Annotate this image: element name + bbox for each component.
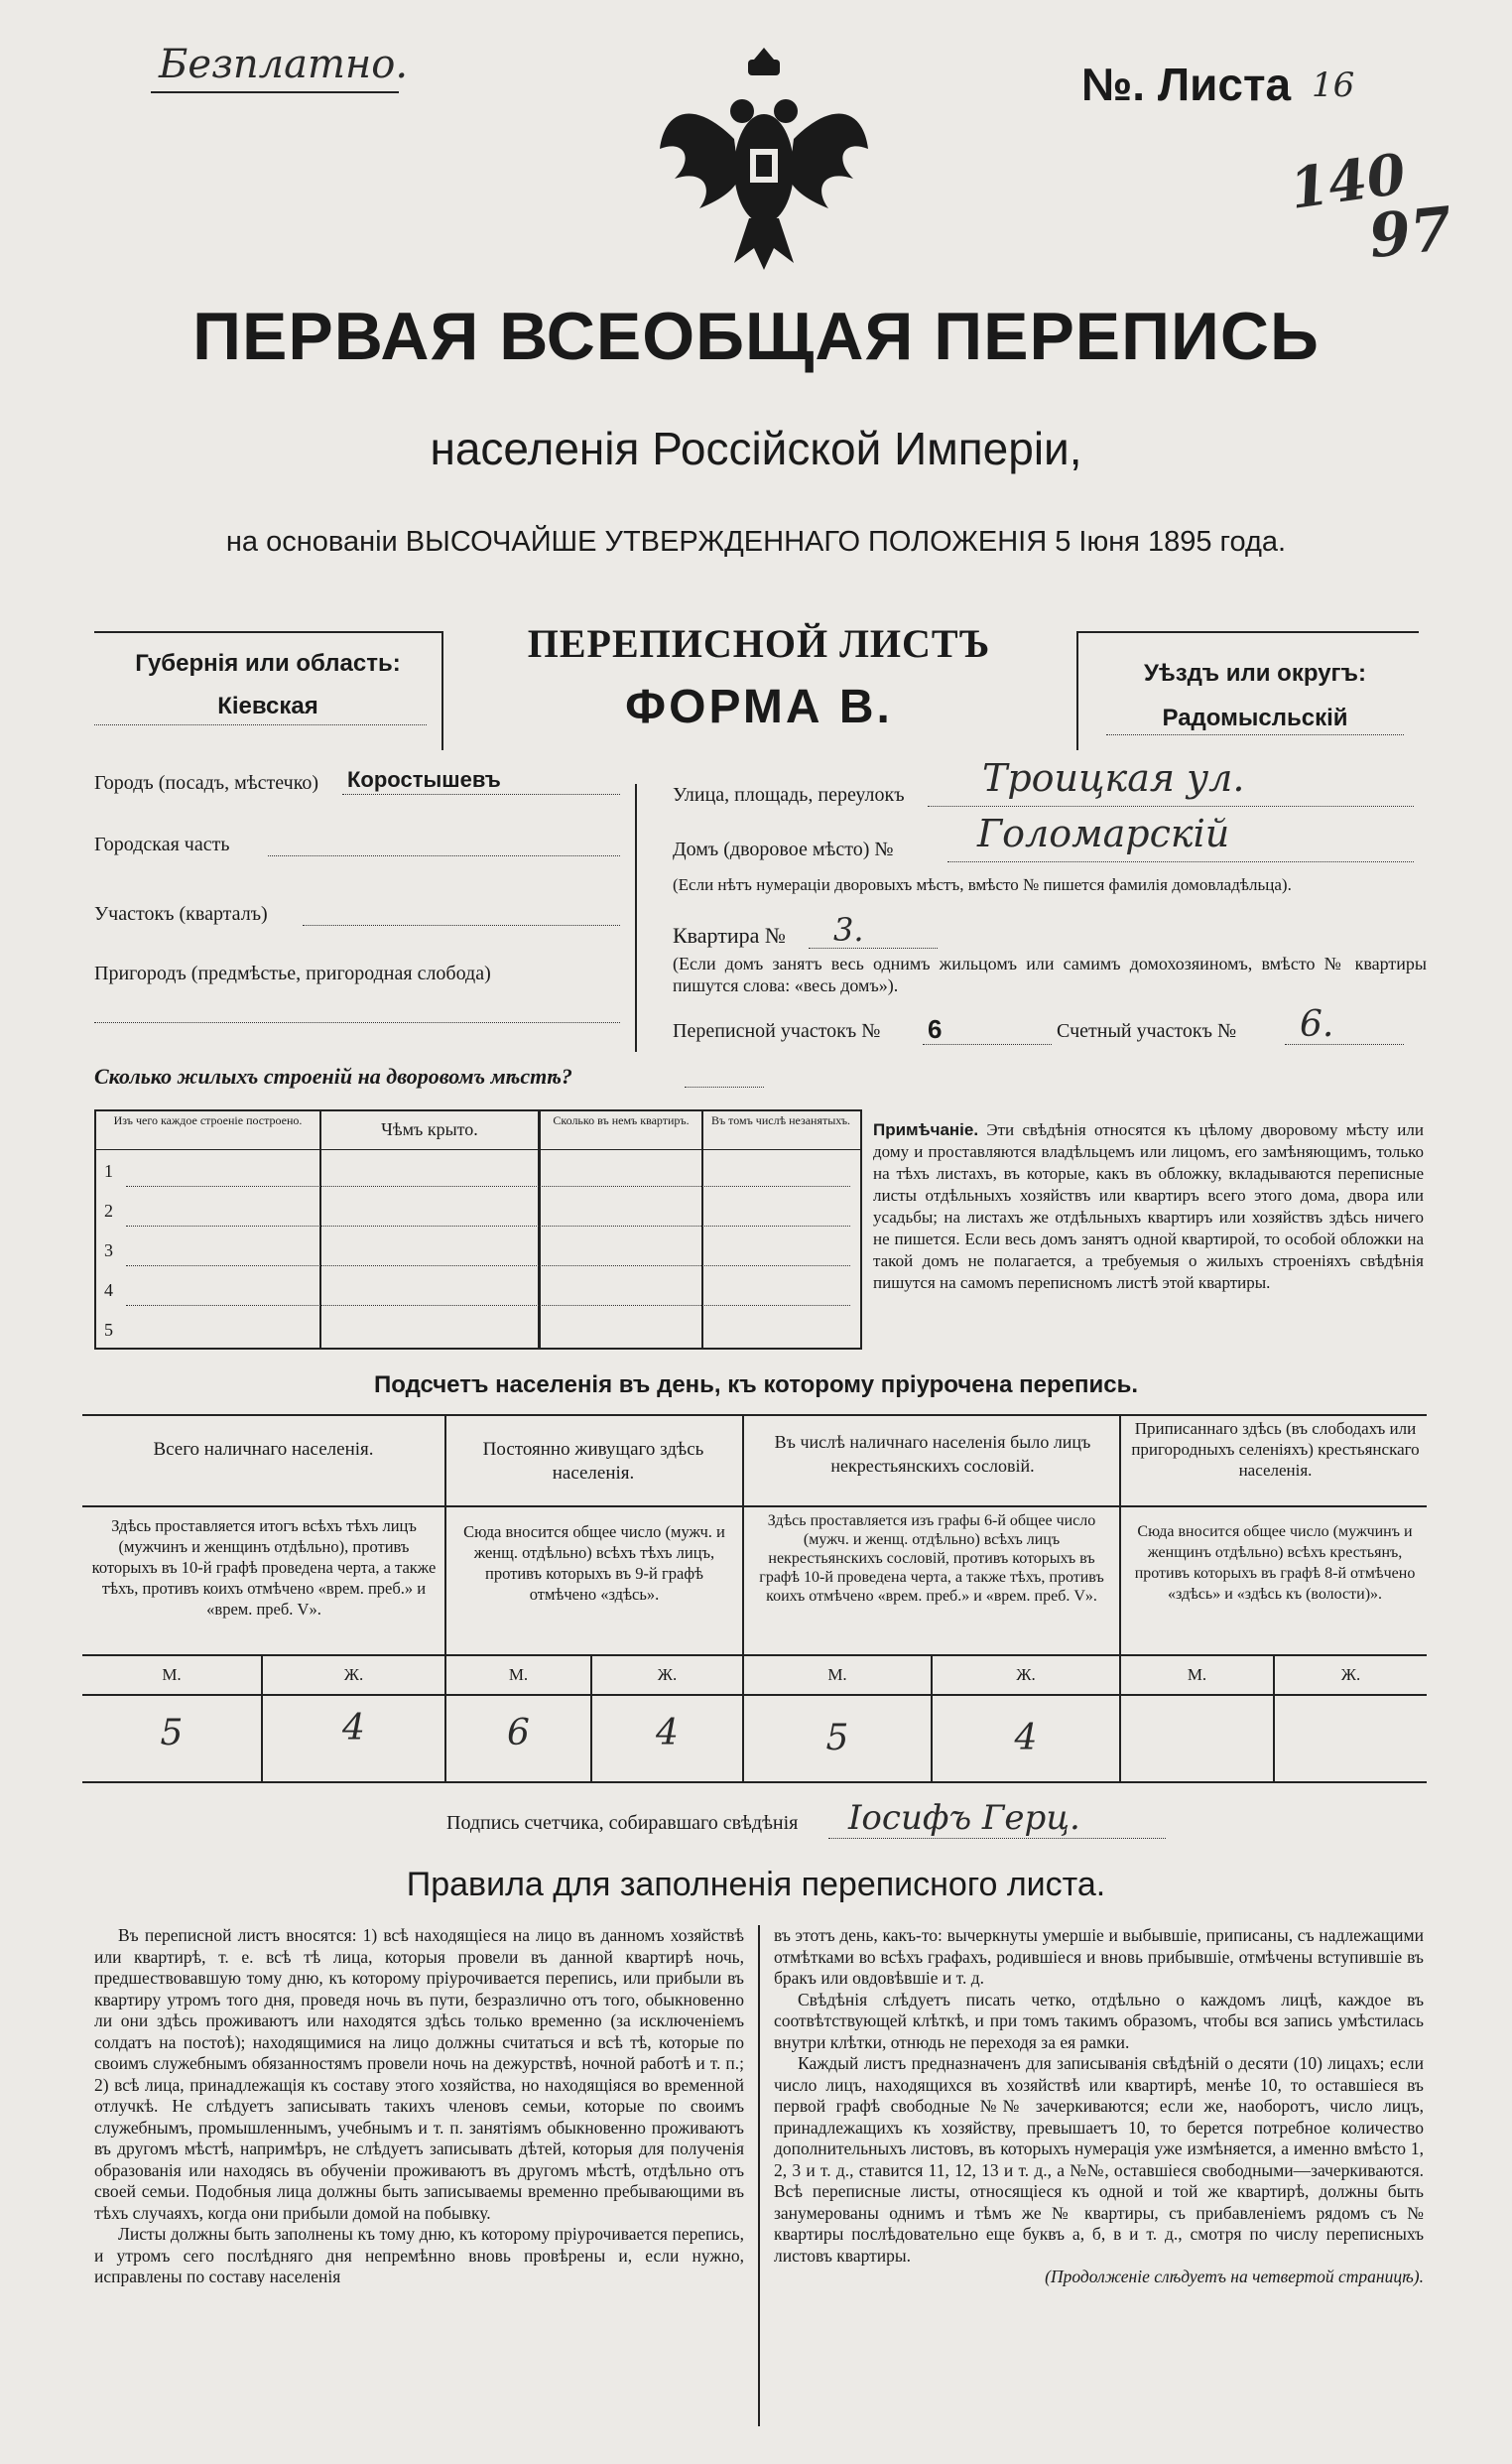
pop-group-head: Постоянно живущаго здѣсь населенія. [482, 1439, 704, 1484]
rules-paragraph: Свѣдѣнія слѣдуетъ писать четко, отдѣльно о каждомъ лицѣ, каждое въ соотвѣтствующей клѣткѣ, и при томъ такимъ образомъ, чтобы вся запись умѣстилась внутри клѣтки, отнюдь не переходя за ея рамки. [774, 1989, 1424, 2052]
pop-group-desc: Сюда вносится общее число (мужчинъ и женщинъ отдѣльно) всѣхъ крестьянъ, противъ которыхъ въ графѣ 8-й отмѣчено «здѣсь» и «здѣсь къ (волости)». [1134, 1523, 1416, 1603]
count-area-label: Счетный участокъ № [1057, 1020, 1237, 1042]
uezd-label: Уѣздъ или округъ: [1143, 660, 1367, 687]
free-underline [151, 91, 399, 93]
box-top-right [1076, 631, 1419, 633]
uezd-value: Радомысльскій [1162, 705, 1348, 731]
pop-group-head: Всего наличнаго населенія. [153, 1439, 374, 1460]
rules-title: Правила для заполненія переписного листа. [406, 1866, 1106, 1903]
census-area-value: 6 [928, 1014, 943, 1044]
house-value: Голомарскій [977, 812, 1230, 855]
district-line [303, 925, 620, 926]
uezd-line [1106, 734, 1404, 735]
rules-continued: (Продолженіе слѣдуетъ на четвертой страницѣ). [1045, 2267, 1424, 2286]
signature-label: Подпись счетчика, собиравшаго свѣдѣнія [446, 1812, 799, 1834]
male-label: М. [827, 1665, 847, 1684]
rules-paragraph: Листы должны быть заполнены къ тому дню, къ которому пріурочивается перепись, и утромъ сего послѣдняго дня непремѣнно вновь провѣрены и, если нужно, исправлены по составу населенія [94, 2224, 744, 2286]
form-name: ФОРМА В. [625, 681, 893, 733]
pop-group-head: Въ числѣ наличнаго населенія было лицъ некрестьянскихъ сословій. [774, 1432, 1091, 1476]
buildings-col-material: Изъ чего каждое строеніе построено. [113, 1113, 303, 1127]
pop-total-male: 5 [160, 1713, 184, 1753]
district-label: Участокъ (кварталъ) [94, 903, 268, 925]
male-label: М. [1187, 1665, 1207, 1684]
handwritten-number-1: 140 [1285, 141, 1410, 222]
census-subtitle: населенія Россійской Имперіи, [430, 423, 1082, 474]
pop-group-desc: Здѣсь проставляется изъ графы 6-й общее число (мужч. и женщ. отдѣльно) всѣхъ лицъ некрестьянскихъ сословій, противъ которыхъ въ графѣ 10-й проведена черта, а также тѣхъ, противъ коихъ отмѣчено «врем. преб.» и «врем. преб. V». [759, 1512, 1104, 1605]
street-line [928, 806, 1414, 807]
box-top-left [94, 631, 441, 633]
pop-group-head: Приписаннаго здѣсь (въ слободахъ или пригородныхъ селеніяхъ) крестьянскаго населенія. [1131, 1419, 1420, 1480]
census-title: ПЕРВАЯ ВСЕОБЩАЯ ПЕРЕПИСЬ [192, 299, 1320, 374]
gubernia-value: Кіевская [217, 693, 318, 719]
count-area-line [1285, 1044, 1404, 1045]
buildings-col-roof: Чѣмъ крыто. [381, 1119, 478, 1139]
suburb-line [94, 1022, 620, 1023]
female-label: Ж. [657, 1665, 678, 1684]
pop-permanent-female: 4 [656, 1713, 679, 1753]
buildings-row-number: 3 [104, 1240, 113, 1260]
street-label: Улица, площадь, переулокъ [673, 784, 905, 806]
census-area-label: Переписной участокъ № [673, 1020, 881, 1042]
rules-paragraph: Каждый листъ предназначенъ для записыванія свѣдѣній о десяти (10) лицахъ; если число лицъ, находящихся въ хозяйствѣ или квартирѣ, менѣе 10, то оставшіеся въ первой графѣ свободные №№ зачеркиваются; если же, наоборотъ, число лицъ, принадлежащихъ къ хозяйству, превышаетъ 10, то берется потребное количество дополнительныхъ листовъ, въ которыхъ нумерація уже измѣняется, а именно вмѣсто 1, 2, 3 и т. д., ставится 11, 12, 13 и т. д., а №№, оставшіеся свободными—зачеркиваются. Всѣ переписные листы, относящіеся къ одной и той же квартирѣ, должны быть занумерованы однимъ и тѣмъ же № квартиры, съ прибавленіемъ рядомъ съ № квартиры послѣдовательно еще буквъ а, б, в и т. д., смотря по числу переписныхъ листовъ квартиры. [774, 2053, 1424, 2266]
rules-paragraph: Въ переписной листъ вносятся: 1) всѣ находящіеся на лицо въ данномъ хозяйствѣ или квартирѣ, т. е. всѣ тѣ лица, которыя провели въ данной квартирѣ ночь, предшествовавшую тому дню, къ которому пріурочивается перепись, или прибыли въ квартиру утромъ того дня, проведя ночь въ пути, безразлично отъ того, обыкновенно ли они здѣсь проживаютъ или находятся здѣсь только временно (за исключеніемъ солдатъ на постоѣ); находящимися на лицо должны считаться и всѣ тѣ, которые по своимъ служебнымъ обязанностямъ провели ночь на дежурствѣ, ночной работѣ и т. п.; 2) всѣ лица, принадлежащія къ составу этого хозяйства, но находящіяся во временной отлучкѣ. Не слѣдуетъ записывать такихъ членовъ семьи, которые по своимъ служебнымъ, промышленнымъ, учебнымъ и т. п. занятіямъ обыкновенно проживаютъ въ другомъ мѣстѣ, напримѣръ, не слѣдуетъ записывать дѣтей, которыя для полученія образованія или находясь въ обученіи проживаютъ въ другомъ мѣстѣ, отдѣльно отъ своей семьи. Подобныя лица должны быть записываемы временно пребывающими въ тѣхъ случаяхъ, когда они прибыли домой на побывку. [94, 1925, 744, 2223]
buildings-col-apartments: Сколько въ немъ квартиръ. [553, 1113, 690, 1127]
city-part-label: Городская часть [94, 834, 230, 855]
buildings-note-text: Эти свѣдѣнія относятся къ цѣлому дворовому мѣсту или дому и проставляются владѣльцемъ или лицомъ, его замѣняющимъ, только на тѣхъ листахъ, въ которые, какъ въ обложку, вкладываются переписные листы отдѣльныхъ хозяйствъ или квартиръ всего этого дома, двора или усадьбы; на листахъ же отдѣльныхъ квартиръ или хозяйствъ здѣсь ничего не пишется. Если весь домъ занятъ одной квартирой, то особой обложки на такой домъ не полагается, а требуемыя о жилыхъ строеніяхъ свѣдѣнія пишутся на самомъ переписномъ листѣ этой квартиры. [873, 1120, 1424, 1292]
gubernia-line [94, 724, 427, 725]
buildings-row-number: 2 [104, 1201, 113, 1221]
buildings-question: Сколько жилыхъ строеній на дворовомъ мѣстѣ? [94, 1064, 572, 1089]
table-row [126, 1305, 850, 1306]
female-label: Ж. [1340, 1665, 1361, 1684]
pop-permanent-male: 6 [507, 1713, 530, 1753]
house-label: Домъ (дворовое мѣсто) № [673, 839, 894, 860]
form-title: ПЕРЕПИСНОЙ ЛИСТЪ [527, 621, 991, 666]
pop-total-female: 4 [342, 1708, 365, 1749]
male-label: М. [162, 1665, 182, 1684]
table-row [126, 1186, 850, 1187]
handwritten-number-2: 97 [1365, 194, 1455, 273]
address-divider [635, 784, 637, 1052]
count-area-value: 6. [1300, 1004, 1334, 1045]
apartment-label: Квартира № [673, 923, 786, 948]
apartment-value: 3. [833, 911, 864, 949]
rules-divider [758, 1925, 760, 2426]
population-table [82, 1414, 1427, 1783]
city-part-line [268, 855, 620, 856]
rules-paragraph: въ этотъ день, какъ-то: вычеркнуты умершіе и выбывшіе, приписаны, съ надлежащими отмѣтками во всѣхъ графахъ, родившіеся и вновь прибывшіе, отмѣчены вступившіе въ бракъ или овдовѣвшіе и т. д. [774, 1925, 1424, 1988]
female-label: Ж. [1016, 1665, 1036, 1684]
table-row [126, 1265, 850, 1266]
buildings-row-number: 4 [104, 1280, 113, 1300]
signature-value: Іосифъ Герц. [848, 1798, 1080, 1838]
gubernia-label: Губернія или область: [135, 650, 401, 677]
apartment-note: (Если домъ занятъ весь однимъ жильцомъ или самимъ домохозяиномъ, вмѣсто № квартиры пишутся слова: «весь домъ»). [673, 954, 1427, 995]
buildings-note-title: Примѣчаніе. [873, 1120, 979, 1139]
buildings-table [94, 1109, 862, 1350]
street-value: Троицкая ул. [982, 756, 1245, 800]
buildings-note [873, 1119, 1424, 1294]
table-row [126, 1226, 850, 1227]
male-label: М. [508, 1665, 529, 1684]
buildings-row-number: 1 [104, 1161, 113, 1181]
city-line [342, 794, 620, 795]
box-divider-right [1076, 631, 1078, 750]
buildings-row-number: 5 [104, 1320, 113, 1340]
house-note: (Если нѣтъ нумераціи дворовыхъ мѣстъ, вмѣсто № пишется фамилія домовладѣльца). [673, 875, 1292, 894]
apartment-line [809, 948, 938, 949]
signature-line [828, 1838, 1166, 1839]
suburb-label: Пригородъ (предмѣстье, пригородная слобода) [94, 963, 491, 984]
rules-left-column [94, 1925, 744, 2288]
buildings-question-line [685, 1087, 764, 1088]
pop-group-desc: Здѣсь проставляется итогъ всѣхъ тѣхъ лицъ (мужчинъ и женщинъ отдѣльно), противъ которыхъ въ 10-й графѣ проведена черта, а также тѣхъ, противъ коихъ отмѣчено «врем. преб.» и «врем. преб. V». [91, 1516, 437, 1619]
house-line [947, 861, 1414, 862]
city-value: Коростышевъ [347, 767, 501, 792]
pop-nonpeasant-female: 4 [1014, 1718, 1038, 1758]
rules-right-column [774, 1925, 1424, 2288]
census-area-line [923, 1044, 1052, 1045]
buildings-col-vacant: Въ томъ числѣ незанятыхъ. [710, 1113, 851, 1127]
city-label: Городъ (посадъ, мѣстечко) [94, 772, 319, 794]
imperial-eagle-emblem [655, 40, 873, 278]
sheet-number-value: 16 [1312, 65, 1355, 105]
pop-nonpeasant-male: 5 [825, 1718, 849, 1758]
sheet-number-label: №. Листа [1081, 59, 1292, 110]
pop-group-desc: Сюда вносится общее число (мужч. и женщ. отдѣльно) всѣхъ тѣхъ лицъ, противъ которыхъ въ 9-й графѣ отмѣчено «здѣсь». [463, 1522, 725, 1604]
census-basis: на основаніи ВЫСОЧАЙШЕ УТВЕРЖДЕННАГО ПОЛОЖЕНІЯ 5 Іюня 1895 года. [225, 526, 1287, 558]
free-label: Безплатно. [159, 42, 409, 87]
population-title: Подсчетъ населенія въ день, къ которому пріурочена перепись. [374, 1371, 1138, 1398]
female-label: Ж. [343, 1665, 364, 1684]
